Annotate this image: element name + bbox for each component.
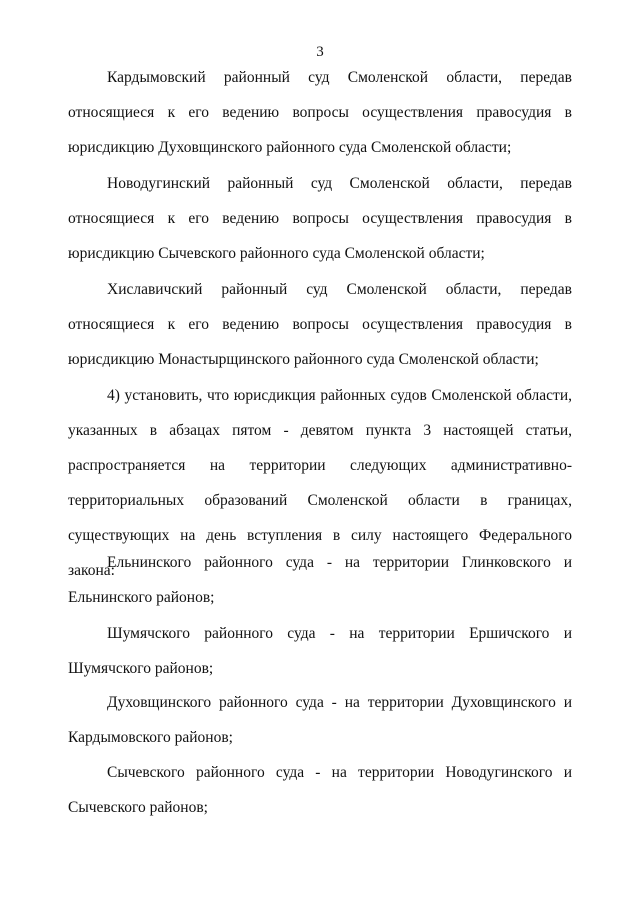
paragraph-shumyachsky-court: Шумячского районного суда - на территории Ершичского и Шумячского районов; xyxy=(68,625,572,677)
paragraph-dukhovshchinsky-court: Духовщинского районного суда - на территории Духовщинского и Кардымовского районов; xyxy=(68,694,572,746)
paragraph-sychevsky-court: Сычевского районного суда - на территории Новодугинского и Сычевского районов; xyxy=(68,764,572,816)
paragraph-elninsky-court: Ельнинского районного суда - на территории Глинковского и Ельнинского районов; xyxy=(68,554,572,606)
paragraph-novoduginsky-court: Новодугинский районный суд Смоленской области, передав относящиеся к его ведению вопросы осуществления правосудия в юрисдикцию Сычевского районного суда Смоленской области; xyxy=(68,175,572,262)
paragraph-khislavichsky-court: Хиславичский районный суд Смоленской области, передав относящиеся к его ведению вопросы осуществления правосудия в юрисдикцию Монастырщинского районного суда Смоленской области; xyxy=(68,281,572,368)
paragraph-kardymovsky-court: Кардымовский районный суд Смоленской области, передав относящиеся к его ведению вопросы осуществления правосудия в юрисдикцию Духовщинского районного суда Смоленской области; xyxy=(68,69,572,156)
page-number: 3 xyxy=(316,44,324,60)
paragraph-item-4-jurisdiction: 4) установить, что юрисдикция районных судов Смоленской области, указанных в абзацах пятом - девятом пункта 3 настоящей статьи, распространяется на территории следующих административно-территориальных образований Смоленской области в границах, существующих на день вступления в силу настоящего Федерального закона: xyxy=(68,387,572,579)
